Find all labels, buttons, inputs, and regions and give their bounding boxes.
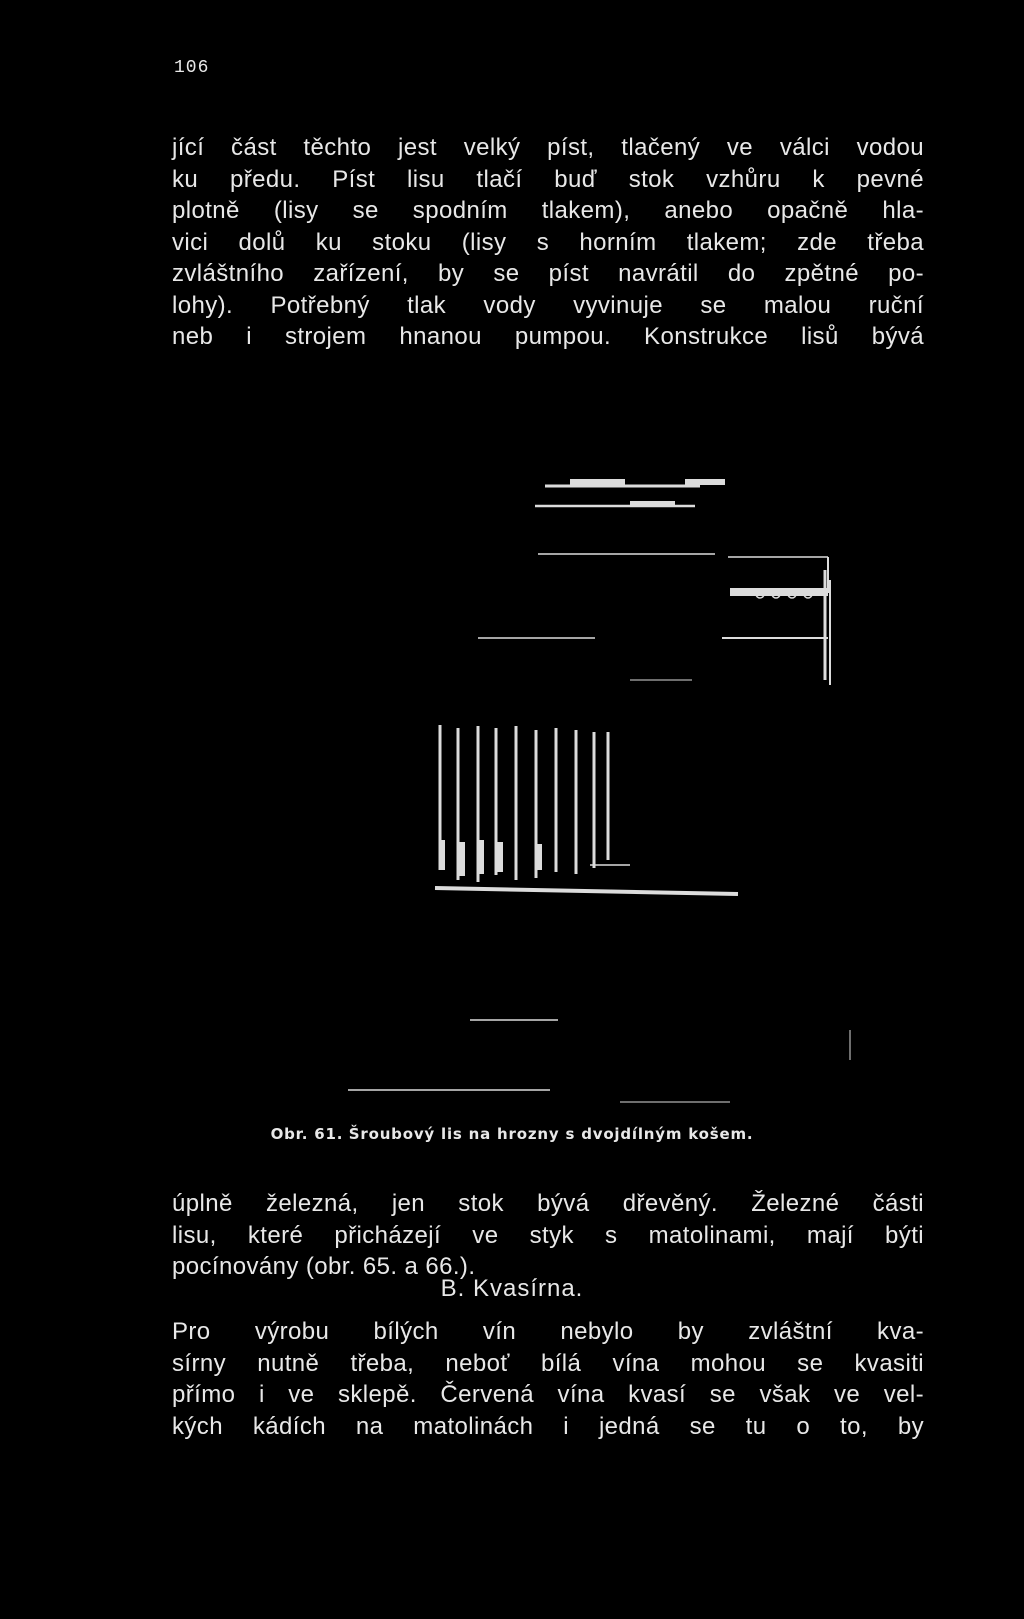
text-line: vici dolů ku stoku (lisy s horním tlakem; zde třeba xyxy=(172,228,924,256)
text-line: ku předu. Píst lisu tlačí buď stok vzhůru k pevné xyxy=(172,165,924,193)
text-line: plotně (lisy se spodním tlakem), anebo opačně hla- xyxy=(172,197,924,224)
page-number: 106 xyxy=(174,58,210,78)
figure-screw-press-illustration xyxy=(330,470,890,1110)
screw-press-drawing xyxy=(330,470,890,1110)
figure-caption-text: Šroubový lis na hrozny s dvojdílným košem. xyxy=(348,1125,754,1143)
text-line: Pro výrobu bílých vín nebylo by zvláštní kva- xyxy=(172,1318,924,1345)
crossbeam-block xyxy=(685,479,725,485)
basket-staves xyxy=(440,725,608,882)
paragraph-press-construction xyxy=(172,132,924,353)
paragraph-iron-parts xyxy=(172,1188,924,1283)
text-line: zvláštního zařízení, by se píst navrátil do zpětné po- xyxy=(172,260,924,287)
text-line: přímo i ve sklepě. Červená vína kvasí se však ve vel- xyxy=(172,1381,924,1408)
text-line: lisu, které přicházejí ve styk s matolinami, mají býti xyxy=(172,1221,924,1249)
text-line: jící část těchto jest velký píst, tlačený ve válci vodou xyxy=(172,134,924,161)
paragraph-fermentation-room xyxy=(172,1316,924,1442)
figure-number: Obr. 61. xyxy=(270,1125,344,1143)
figure-caption xyxy=(0,1125,1024,1143)
press-tray xyxy=(435,888,738,894)
text-line: úplně železná, jen stok bývá dřevěný. Železné části xyxy=(172,1190,924,1217)
text-line: lohy). Potřebný tlak vody vyvinuje se malou ruční xyxy=(172,291,924,319)
text-line: kých kádích na matolinách i jedná se tu o to, by xyxy=(172,1412,924,1440)
crossbeam-block xyxy=(630,501,675,506)
text-line: neb i strojem hnanou pumpou. Konstrukce lisů bývá xyxy=(172,323,924,350)
text-line: pocínovány (obr. 65. a 66.). xyxy=(172,1253,476,1280)
crossbeam-block xyxy=(570,479,625,485)
section-heading: B. Kvasírna. xyxy=(440,1275,584,1302)
text-line: sírny nutně třeba, neboť bílá vína mohou se kvasiti xyxy=(172,1349,924,1377)
